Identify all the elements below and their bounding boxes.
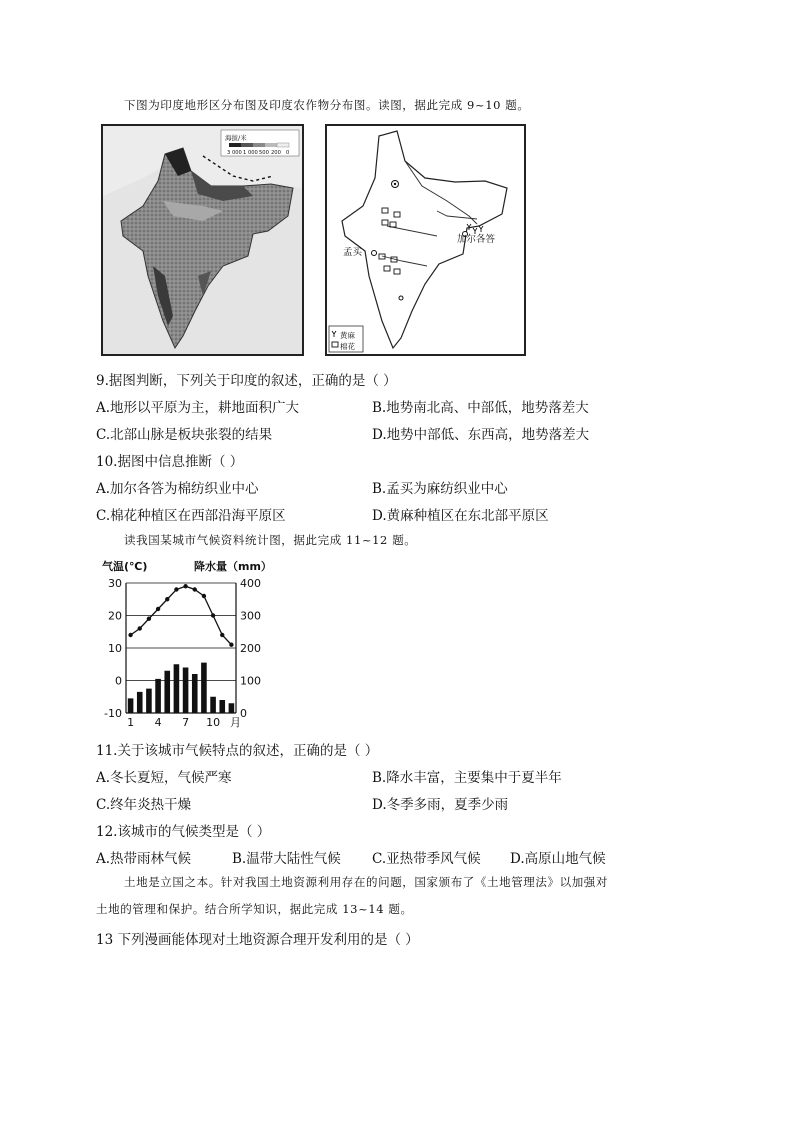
question-12-option-a: A.热带雨林气候 [96, 851, 192, 867]
question-12-option-c: C.亚热带季风气候 [372, 851, 481, 867]
chart-x-tick: 1 [127, 716, 135, 729]
question-11-option-a: A.冬长夏短，气候严寒 [96, 770, 232, 786]
question-12-option-d: D.高原山地气候 [510, 851, 606, 867]
question-11-option-c: C.终年炎热干燥 [96, 797, 192, 813]
terrain-legend-value-3: 500 [259, 150, 269, 156]
question-13-stem: 13 下列漫画能体现对土地资源合理开发利用的是（ ） [96, 932, 419, 948]
chart-x-tick: 4 [154, 716, 162, 729]
climate-chart [96, 556, 276, 732]
chart-right-tick: 0 [240, 707, 247, 720]
chart-left-tick: 10 [108, 642, 122, 655]
precip-bar [146, 689, 152, 713]
question-9-option-b: B.地势南北高、中部低，地势落差大 [372, 400, 589, 416]
question-9-option-d: D.地势中部低、东西高，地势落差大 [372, 427, 590, 443]
question-12-option-b: B.温带大陆性气候 [232, 851, 341, 867]
precip-bar [192, 674, 198, 713]
chart-x-unit: 月 [230, 716, 241, 729]
temperature-point [128, 633, 132, 637]
chart-right-axis-label: 降水量（mm） [194, 560, 272, 573]
precip-bar [164, 671, 170, 713]
chart-right-tick: 300 [240, 609, 261, 623]
precip-bar [210, 697, 216, 713]
question-9-stem: 9.据图判断，下列关于印度的叙述，正确的是（ ） [96, 373, 397, 389]
terrain-legend-value-2: 1 000 [243, 150, 258, 156]
chart-right-tick: 100 [240, 674, 261, 688]
precip-bar [219, 700, 225, 713]
chart-left-tick: -10 [104, 707, 122, 720]
intro-text-13-14-line1: 土地是立国之本。针对我国土地资源利用存在的问题，国家颁布了《土地管理法》以加强对 [124, 875, 608, 889]
terrain-legend-title: 海拔/米 [225, 134, 247, 142]
temperature-point [202, 594, 206, 598]
terrain-legend-value-1: 3 000 [227, 150, 242, 156]
precip-bar [155, 679, 161, 713]
chart-left-axis-label: 气温(℃) [102, 560, 148, 573]
precip-bar [174, 664, 180, 713]
temperature-point [211, 613, 215, 617]
precip-bar [183, 668, 189, 714]
temperature-point [193, 587, 197, 591]
label-kolkata: 加尔各答 [457, 234, 496, 245]
chart-x-tick: 7 [182, 716, 190, 729]
question-9-option-c: C.北部山脉是板块张裂的结果 [96, 427, 273, 443]
intro-text-11-12: 读我国某城市气候资料统计图，据此完成 11~12 题。 [124, 533, 417, 547]
precip-bar [137, 692, 143, 713]
question-10-option-c: C.棉花种植区在西部沿海平原区 [96, 508, 286, 524]
temperature-point [156, 607, 160, 611]
intro-text-9-10: 下图为印度地形区分布图及印度农作物分布图。读图，据此完成 9~10 题。 [124, 98, 530, 112]
question-10-option-a: A.加尔各答为棉纺织业中心 [96, 481, 259, 497]
question-10-option-d: D.黄麻种植区在东北部平原区 [372, 508, 549, 524]
chart-right-tick: 400 [240, 577, 261, 590]
question-11-option-d: D.冬季多雨，夏季少雨 [372, 797, 509, 813]
temperature-point [147, 617, 151, 621]
india-crop-map [325, 124, 526, 356]
temperature-point [165, 597, 169, 601]
legend-jute: 黄麻 [340, 331, 355, 340]
question-11-stem: 11.关于该城市气候特点的叙述，正确的是（ ） [96, 743, 379, 759]
question-9-option-a: A.地形以平原为主，耕地面积广大 [96, 400, 300, 416]
question-11-option-b: B.降水丰富，主要集中于夏半年 [372, 770, 562, 786]
terrain-legend-value-5: 0 [286, 150, 290, 156]
temperature-point [229, 643, 233, 647]
precip-bar [201, 663, 207, 713]
temperature-point [183, 584, 187, 588]
temperature-point [220, 633, 224, 637]
chart-left-tick: 0 [115, 674, 122, 688]
india-terrain-map [101, 124, 304, 356]
label-mumbai: 孟买 [343, 247, 363, 258]
intro-text-13-14-line2: 土地的管理和保护。结合所学知识，据此完成 13~14 题。 [96, 902, 413, 916]
chart-x-tick: 10 [206, 716, 221, 729]
temperature-point [174, 587, 178, 591]
question-12-stem: 12.该城市的气候类型是（ ） [96, 824, 271, 840]
legend-cotton: 棉花 [340, 342, 355, 351]
question-10-stem: 10.据图中信息推断（ ） [96, 454, 244, 470]
precip-bar [128, 698, 134, 713]
terrain-legend-value-4: 200 [271, 150, 281, 156]
chart-left-tick: 30 [108, 577, 122, 590]
chart-right-tick: 200 [240, 642, 261, 655]
temperature-point [138, 626, 142, 630]
question-10-option-b: B.孟买为麻纺织业中心 [372, 481, 508, 497]
precip-bar [229, 703, 235, 713]
chart-left-tick: 20 [108, 609, 122, 623]
